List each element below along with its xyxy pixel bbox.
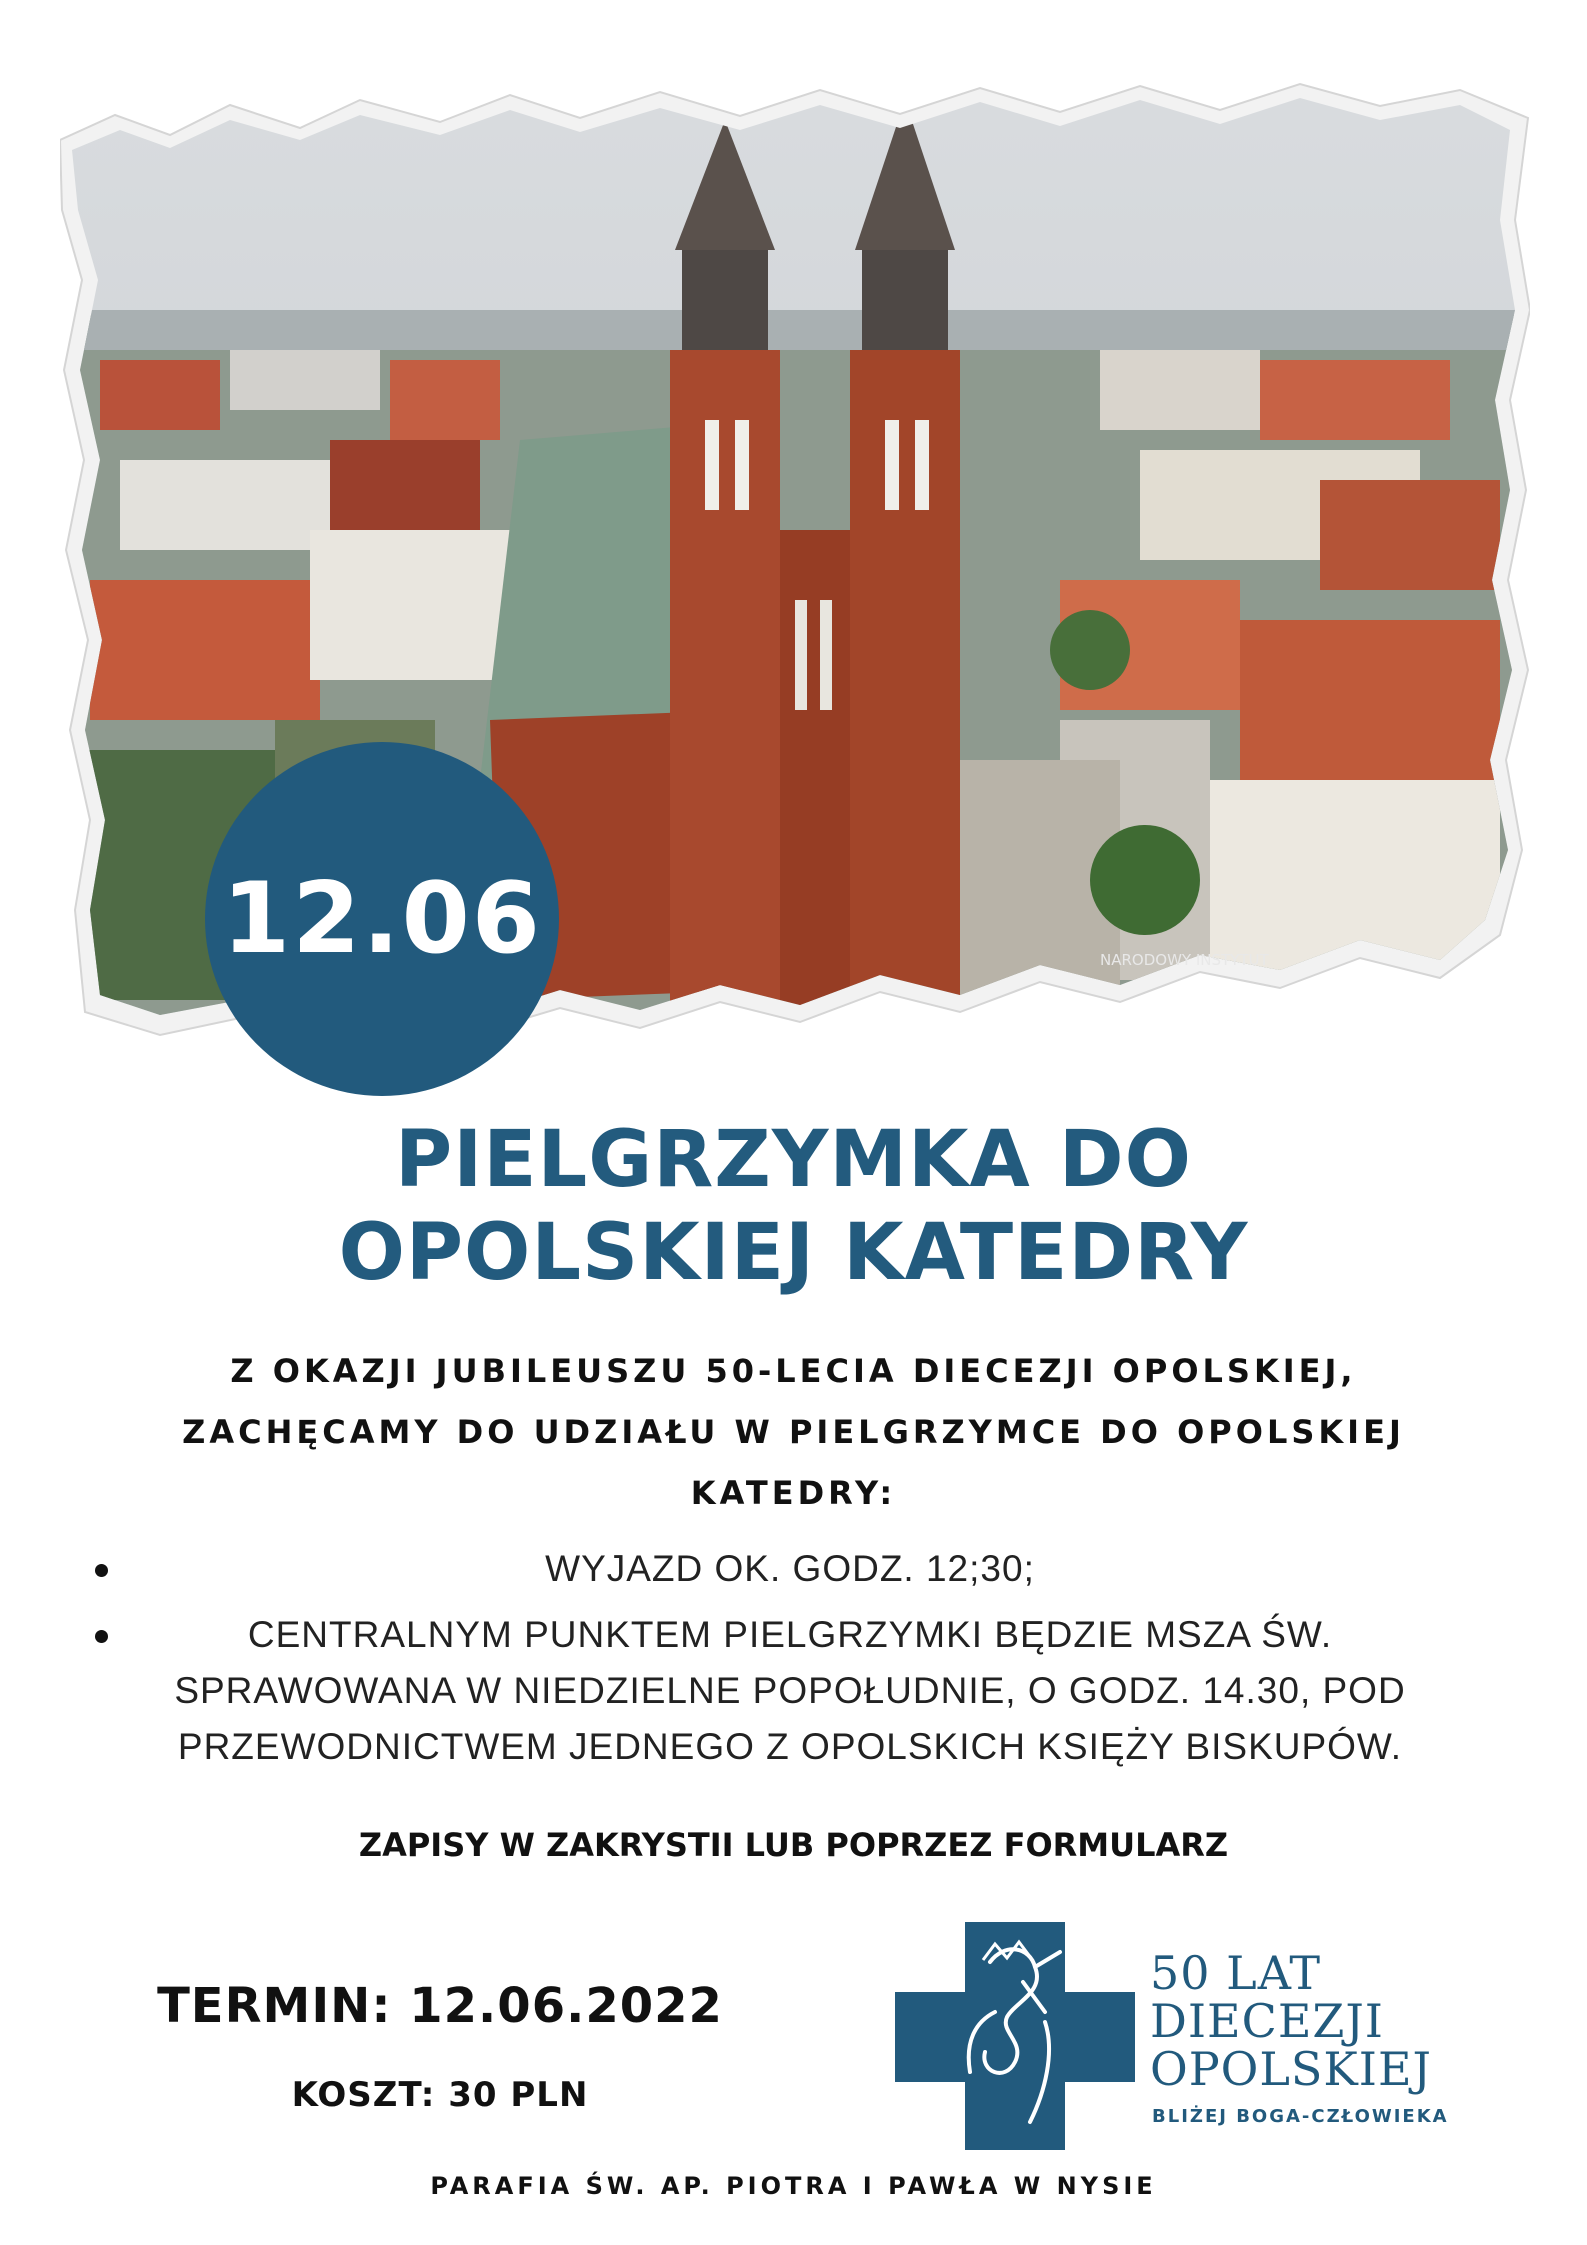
intro-line-3: KATEDRY: — [690, 1474, 897, 1512]
intro-line-2: ZACHĘCAMY DO UDZIAŁU W PIELGRZYMCE DO OPOLSKIEJ — [182, 1413, 1405, 1451]
photo-watermark: NARODOWY INSTYTUT — [1100, 951, 1269, 969]
logo-text-line-2: DIECEZJI — [1150, 1994, 1384, 2048]
event-term: TERMIN: 12.06.2022 — [157, 1978, 723, 2034]
diocese-cross-logo-icon — [895, 1922, 1135, 2150]
bullet-dot-2 — [95, 1630, 108, 1643]
bullet-1-line-1: WYJAZD OK. GODZ. 12;30; — [545, 1548, 1035, 1589]
event-cost: KOSZT: 30 PLN — [291, 2075, 589, 2115]
logo-tagline: BLIŻEJ BOGA-CZŁOWIEKA — [1152, 2106, 1449, 2127]
bullet-2-line-3: PRZEWODNICTWEM JEDNEGO Z OPOLSKICH KSIĘŻY BISKUPÓW. — [177, 1726, 1403, 1767]
signup-info: ZAPISY W ZAKRYSTII LUB POPRZEZ FORMULARZ — [358, 1826, 1229, 1864]
bullet-2-line-2: SPRAWOWANA W NIEDZIELNE POPOŁUDNIE, O GODZ. 14.30, POD — [174, 1670, 1406, 1711]
intro-line-1: Z OKAZJI JUBILEUSZU 50-LECIA DIECEZJI OPOLSKIEJ, — [230, 1352, 1357, 1390]
date-badge-text: 12.06 — [222, 862, 542, 976]
date-badge — [205, 742, 559, 1096]
page-title-line-2: OPOLSKIEJ KATEDRY — [338, 1208, 1249, 1298]
bullet-dot-1 — [95, 1564, 108, 1577]
logo-text-line-1: 50 LAT — [1150, 1946, 1322, 2000]
footer-parish: PARAFIA ŚW. AP. PIOTRA I PAWŁA W NYSIE — [430, 2172, 1157, 2200]
bullet-2-line-1: CENTRALNYM PUNKTEM PIELGRZYMKI BĘDZIE MSZA ŚW. — [247, 1614, 1333, 1655]
page-title-line-1: PIELGRZYMKA DO — [395, 1115, 1192, 1205]
logo-text-line-3: OPOLSKIEJ — [1150, 2042, 1432, 2096]
